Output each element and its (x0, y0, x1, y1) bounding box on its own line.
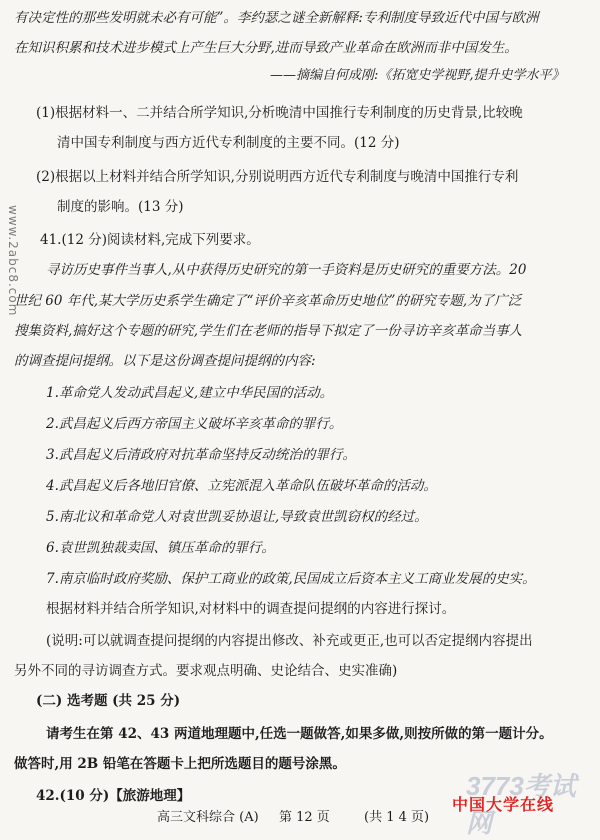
site-logo-sub: 中国大学在线 (452, 795, 555, 814)
q41-outline-item: 7.南京临时政府奖励、保护工商业的政策,民国成立后资本主义工商业发展的史实。 (46, 571, 536, 587)
q41-heading: 41.(12 分)阅读材料,完成下列要求。 (40, 232, 260, 248)
site-logo-main: 3773考试网 (466, 771, 576, 838)
q41-note-line-1: (说明:可以就调查提问提纲的内容提出修改、补充或更正,也可以否定提纲内容提出 (46, 633, 533, 649)
q41-paragraph-line-4: 的调查提问提纲。以下是这份调查提问提纲的内容: (14, 353, 316, 369)
q41-outline-item: 1.革命党人发动武昌起义,建立中华民国的活动。 (46, 385, 334, 401)
site-logo (450, 766, 580, 838)
q40-sub2-line-2: 制度的影响。(13 分) (57, 199, 184, 215)
q41-outline-item: 2.武昌起义后西方帝国主义破坏辛亥革命的罪行。 (46, 416, 343, 432)
q41-task: 根据材料并结合所学知识,对材料中的调查提问提纲的内容进行探讨。 (46, 601, 456, 617)
material-line-1: 有决定性的那些发明就未必有可能”。李约瑟之谜全新解释:专利制度导致近代中国与欧洲 (14, 10, 539, 26)
q41-note-line-2: 另外不同的寻访调查方式。要求观点明确、史论结合、史实准确) (14, 663, 398, 679)
side-watermark: www.2abc8.com (6, 205, 20, 317)
q41-outline-item: 4.武昌起义后各地旧官僚、立宪派混入革命队伍破坏革命的活动。 (46, 478, 437, 494)
footer-page-number: 第 12 页 (279, 810, 330, 825)
q41-outline-item: 3.武昌起义后清政府对抗革命坚持反动统治的罪行。 (46, 447, 356, 463)
elective-instruction-line-1: 请考生在第 42、43 两道地理题中,任选一题做答,如果多做,则按所做的第一题计分。 (46, 726, 553, 742)
q42-heading: 42.(10 分)【旅游地理】 (36, 788, 191, 804)
elective-instruction-line-2: 做答时,用 2B 铅笔在答题卡上把所选题目的题号涂黑。 (14, 756, 346, 772)
q41-paragraph-line-2: 世纪 60 年代,某大学历史系学生确定了“评价辛亥革命历史地位”的研究专题,为了广泛 (14, 293, 522, 309)
q40-sub2-line-1: (2)根据以上材料并结合所学知识,分别说明西方近代专利制度与晚清中国推行专利 (36, 169, 519, 185)
q41-outline-item: 6.袁世凯独裁卖国、镇压革命的罪行。 (46, 540, 275, 556)
q41-paragraph-line-1: 寻访历史事件当事人,从中获得历史研究的第一手资料是历史研究的重要方法。20 (46, 262, 527, 278)
footer-total-pages: (共 1 4 页) (364, 810, 430, 825)
material-line-2: 在知识积累和技术进步模式上产生巨大分野,进而导致产业革命在欧洲而非中国发生。 (14, 40, 518, 56)
material-source: ——摘编自何成刚:《拓宽史学视野,提升史学水平》 (270, 68, 565, 83)
q40-sub1-line-2: 清中国专利制度与西方近代专利制度的主要不同。(12 分) (57, 135, 400, 151)
q40-sub1-line-1: (1)根据材料一、二并结合所学知识,分析晚清中国推行专利制度的历史背景,比较晚 (36, 105, 523, 121)
q41-outline-item: 5.南北议和革命党人对袁世凯妥协退让,导致袁世凯窃权的经过。 (46, 509, 428, 525)
q41-paragraph-line-3: 搜集资料,搞好这个专题的研究,学生们在老师的指导下拟定了一份寻访辛亥革命当事人 (14, 323, 523, 339)
elective-section-header: (二) 选考题 (共 25 分) (36, 693, 181, 709)
footer-exam-title: 高三文科综合 (A) (157, 810, 259, 825)
